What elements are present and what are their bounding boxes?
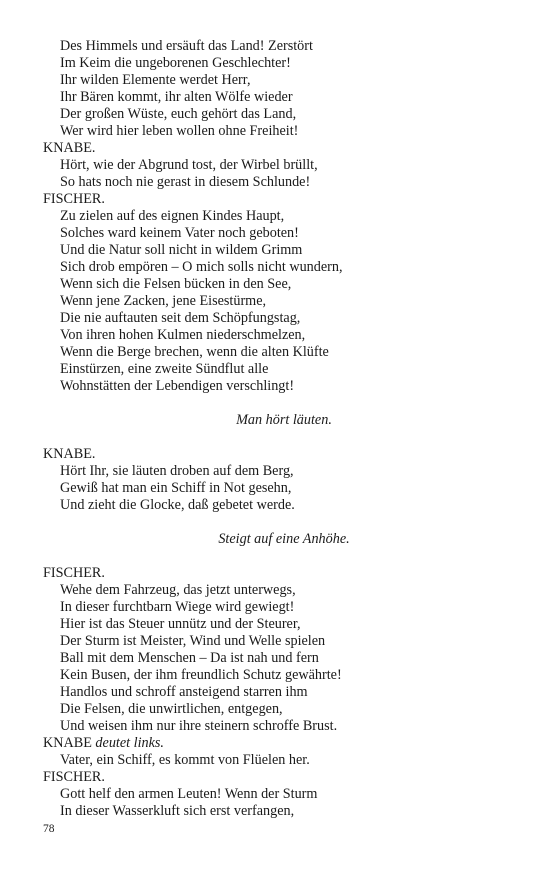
verse-line: Und die Natur soll nicht in wildem Grimm bbox=[60, 242, 303, 258]
speaker-name: KNABE. bbox=[43, 140, 96, 156]
verse-line: So hats noch nie gerast in diesem Schlunde! bbox=[60, 174, 311, 190]
verse-line: In dieser furchtbarn Wiege wird gewiegt! bbox=[60, 599, 295, 615]
verse-line: Zu zielen auf des eignen Kindes Haupt, bbox=[60, 208, 285, 224]
verse-line: Im Keim die ungeborenen Geschlechter! bbox=[60, 55, 291, 71]
verse-line: Wenn die Berge brechen, wenn die alten Klüfte bbox=[60, 344, 329, 360]
verse-line: Der großen Wüste, euch gehört das Land, bbox=[60, 106, 297, 122]
blank-line bbox=[43, 514, 513, 531]
verse-line: Vater, ein Schiff, es kommt von Flüelen her. bbox=[60, 752, 310, 768]
verse-line: Wehe dem Fahrzeug, das jetzt unterwegs, bbox=[60, 582, 296, 598]
verse-line: Wenn sich die Felsen bücken in den See, bbox=[60, 276, 292, 292]
verse-line: Einstürzen, eine zweite Sündflut alle bbox=[60, 361, 269, 377]
verse-line: Hört, wie der Abgrund tost, der Wirbel brüllt, bbox=[60, 157, 318, 173]
verse-line: Ball mit dem Menschen – Da ist nah und fern bbox=[60, 650, 319, 666]
speaker-name: KNABE. bbox=[43, 446, 96, 462]
verse-line: In dieser Wasserkluft sich erst verfangen, bbox=[60, 803, 295, 819]
verse-line: Kein Busen, der ihm freundlich Schutz gewährte! bbox=[60, 667, 342, 683]
speaker-name: FISCHER. bbox=[43, 191, 105, 207]
verse-line: Und zieht die Glocke, daß gebetet werde. bbox=[60, 497, 295, 513]
verse-line: Von ihren hohen Kulmen niederschmelzen, bbox=[60, 327, 306, 343]
verse-line: Wenn jene Zacken, jene Eisestürme, bbox=[60, 293, 267, 309]
verse-line: Hier ist das Steuer unnütz und der Steurer, bbox=[60, 616, 301, 632]
blank-line bbox=[43, 548, 513, 565]
verse-line: Gott helf den armen Leuten! Wenn der Sturm bbox=[60, 786, 318, 802]
verse-line: Handlos und schroff ansteigend starren ihm bbox=[60, 684, 308, 700]
stage-direction: Steigt auf eine Anhöhe. bbox=[218, 531, 350, 547]
verse-line: Wer wird hier leben wollen ohne Freiheit! bbox=[60, 123, 299, 139]
speaker-name: KNABE bbox=[43, 735, 92, 751]
blank-line bbox=[43, 429, 513, 446]
verse-line: Wohnstätten der Lebendigen verschlingt! bbox=[60, 378, 295, 394]
blank-line bbox=[43, 395, 513, 412]
verse-line: Hört Ihr, sie läuten droben auf dem Berg, bbox=[60, 463, 294, 479]
stage-direction-inline: deutet links. bbox=[95, 735, 164, 751]
play-text bbox=[43, 38, 513, 820]
verse-line: Des Himmels und ersäuft das Land! Zerstört bbox=[60, 38, 313, 54]
verse-line: Sich drob empören – O mich solls nicht wundern, bbox=[60, 259, 343, 275]
stage-direction: Man hört läuten. bbox=[236, 412, 332, 428]
speaker-line bbox=[43, 735, 513, 752]
verse-line: Gewiß hat man ein Schiff in Not gesehn, bbox=[60, 480, 292, 496]
verse-line: Ihr wilden Elemente werdet Herr, bbox=[60, 72, 251, 88]
speaker-name: FISCHER. bbox=[43, 565, 105, 581]
verse-line: Solches ward keinem Vater noch geboten! bbox=[60, 225, 299, 241]
speaker-name: FISCHER. bbox=[43, 769, 105, 785]
verse-line: Ihr Bären kommt, ihr alten Wölfe wieder bbox=[60, 89, 293, 105]
verse-line: Die Felsen, die unwirtlichen, entgegen, bbox=[60, 701, 283, 717]
verse-line: Und weisen ihm nur ihre steinern schroffe Brust. bbox=[60, 718, 338, 734]
verse-line: Die nie auftauten seit dem Schöpfungstag, bbox=[60, 310, 301, 326]
verse-line: Der Sturm ist Meister, Wind und Welle spielen bbox=[60, 633, 326, 649]
page-number: 78 bbox=[43, 823, 55, 835]
